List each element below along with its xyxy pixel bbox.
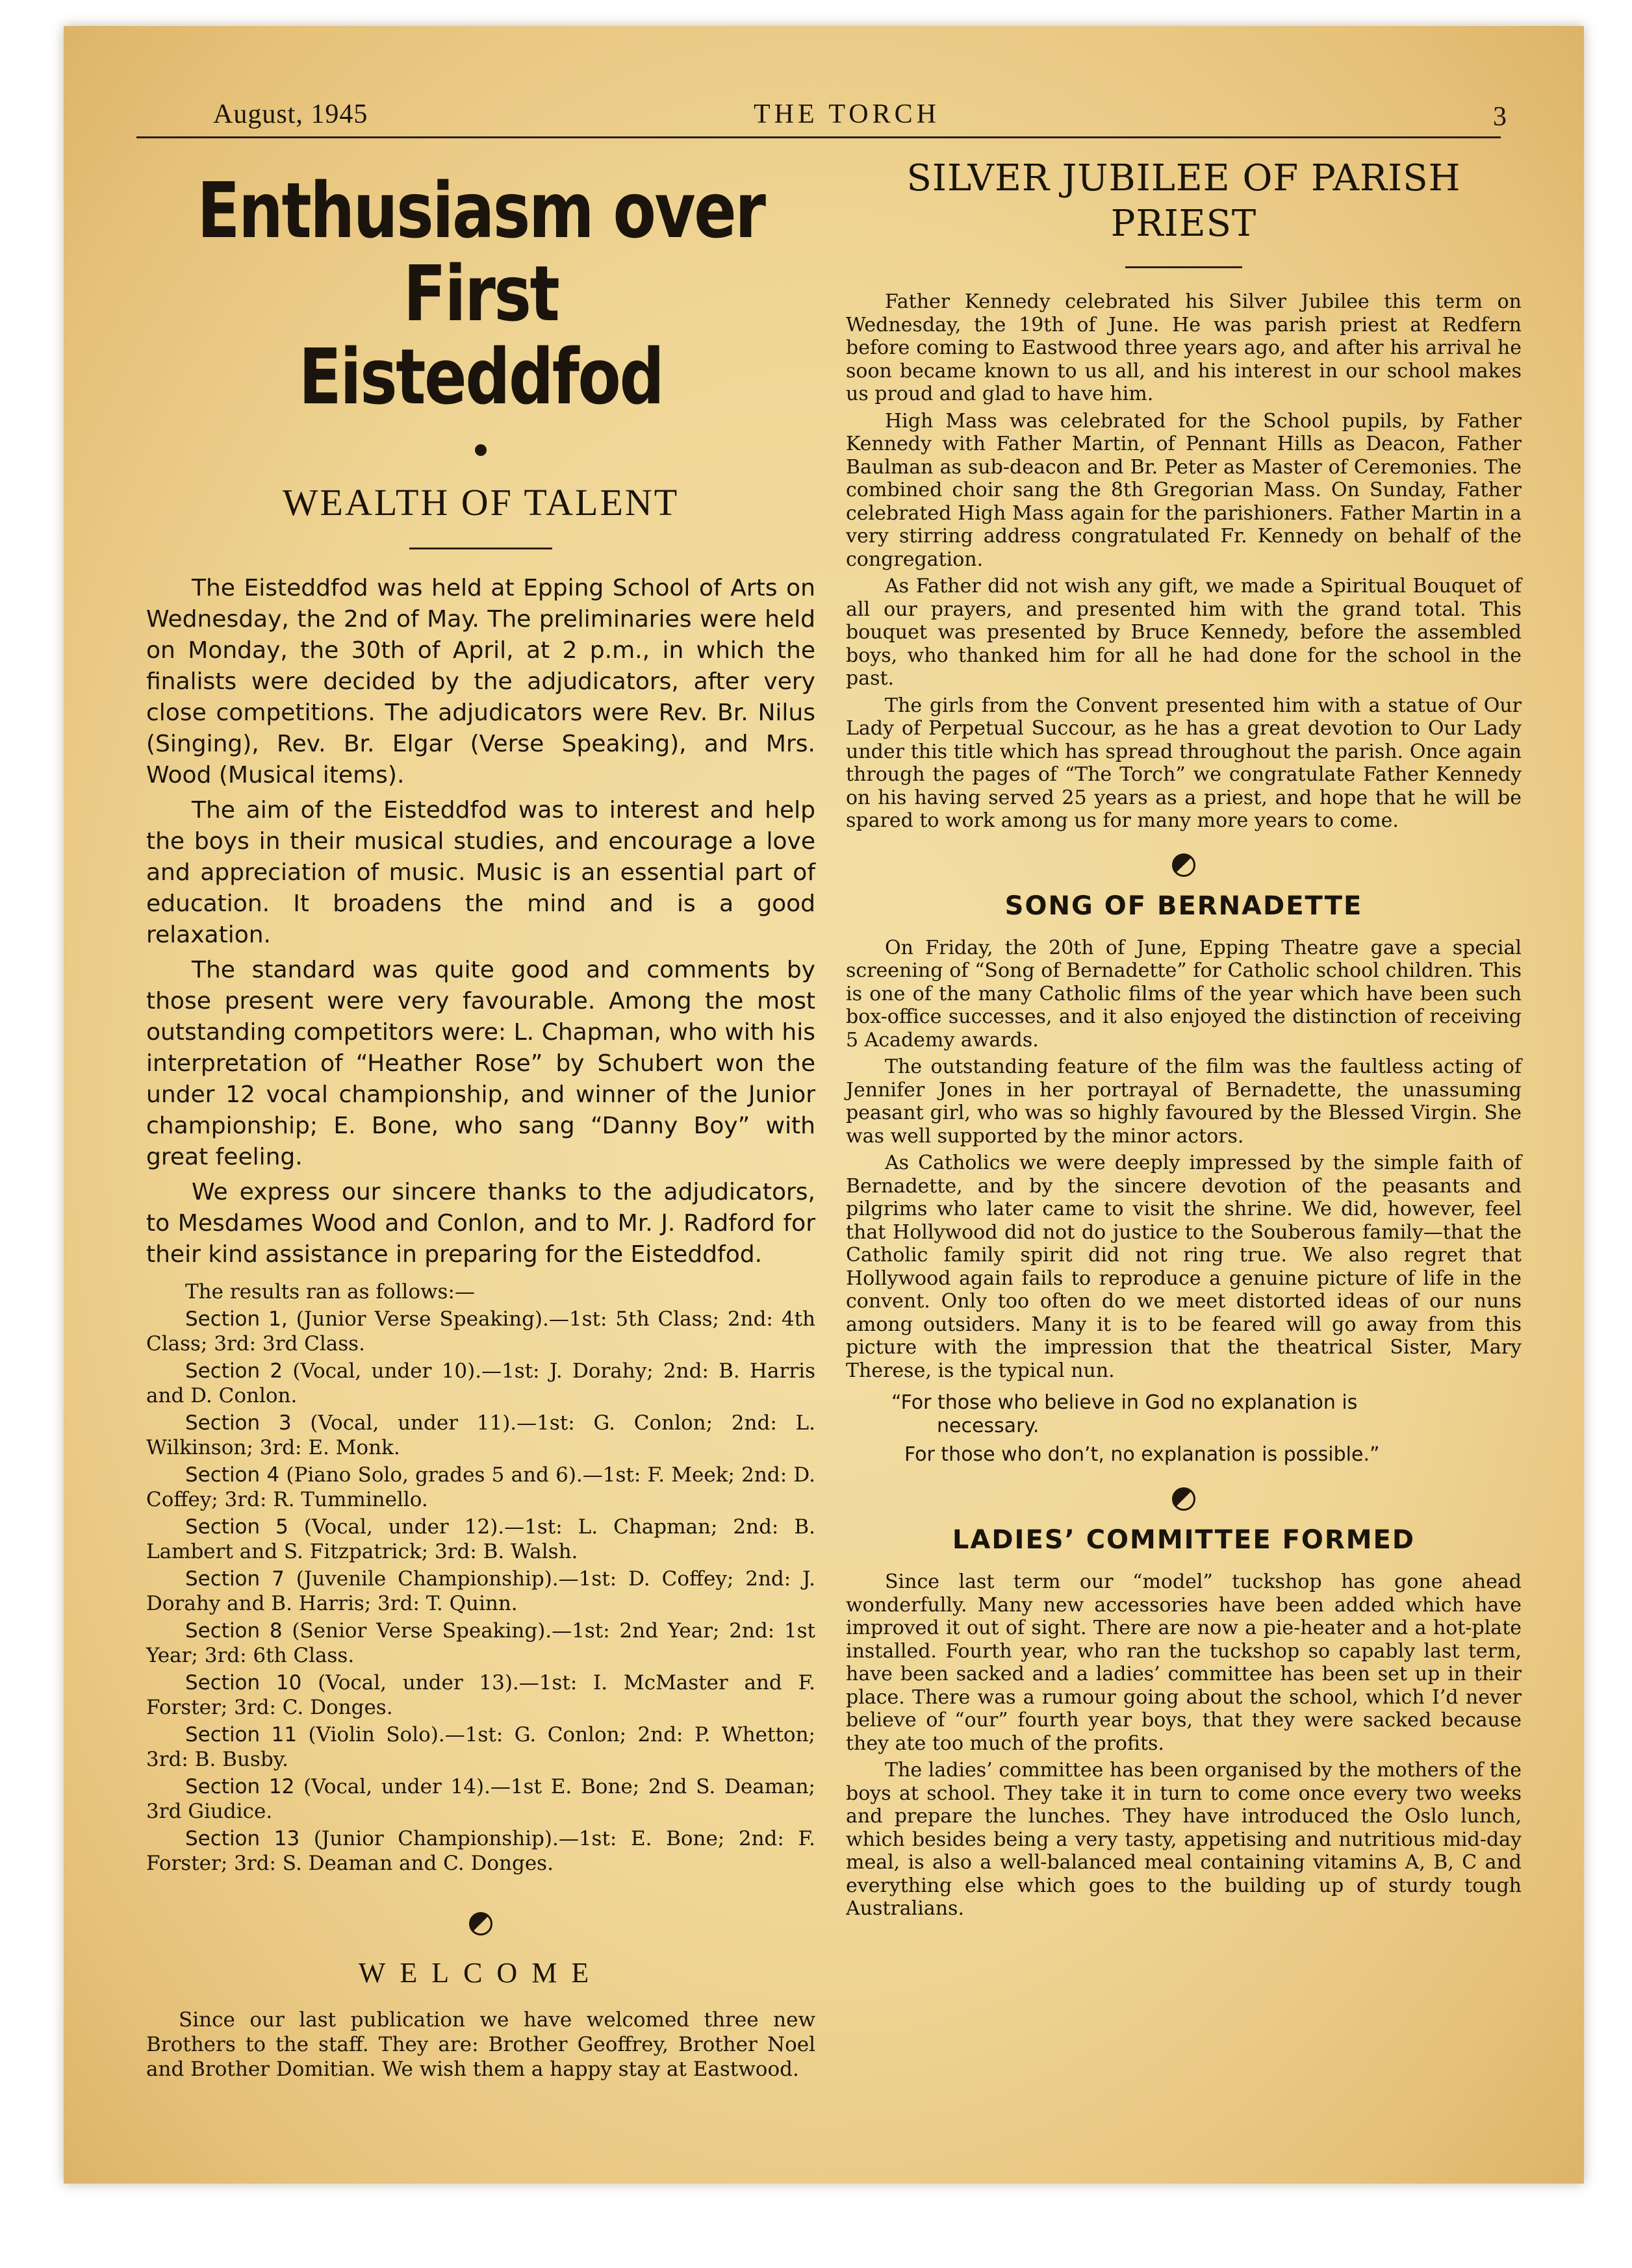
result-text: (Vocal, under 12).—1st: L. Chapman; 2nd: B. Lambert and S. Fitzpatrick; 3rd: B. Walsh. bbox=[146, 1515, 815, 1563]
result-text: (Senior Verse Speaking).—1st: 2nd Year; 2nd: 1st Year; 3rd: 6th Class. bbox=[146, 1619, 815, 1667]
result-section-label: Section 10 bbox=[185, 1671, 302, 1695]
article-paragraph: As Father did not wish any gift, we made a Spiritual Bouquet of all our prayers, and presented him with the grand total. This bouquet was presented by Bruce Kennedy, before the assembled boys, who thanked him for all he had done for the school in the past. bbox=[846, 575, 1522, 690]
result-item bbox=[146, 1411, 815, 1460]
result-text: (Junior Championship).—1st: E. Bone; 2nd: F. Forster; 3rd: S. Deaman and C. Donges. bbox=[146, 1827, 815, 1875]
result-item bbox=[146, 1307, 815, 1356]
result-section-label: Section 2 bbox=[185, 1359, 283, 1383]
jubilee-heading: SILVER JUBILEE OF PARISH PRIEST bbox=[906, 157, 1461, 245]
eisteddfod-subhead: WEALTH OF TALENT bbox=[282, 481, 680, 523]
result-text: (Vocal, under 10).—1st: J. Dorahy; 2nd: B. Harris and D. Conlon. bbox=[146, 1359, 815, 1407]
welcome-paragraph: Since our last publication we have welcomed three new Brothers to the staff. They are: Brother Geoffrey, Brother Noel and Brother Domitian. We wish them a happy stay at Eastwood. bbox=[146, 2008, 815, 2081]
page-number: 3 bbox=[1493, 102, 1507, 132]
result-item bbox=[146, 1670, 815, 1720]
result-text: (Vocal, under 11).—1st: G. Conlon; 2nd: L. Wilkinson; 3rd: E. Monk. bbox=[146, 1411, 815, 1459]
ladies-committee-heading: LADIES’ COMMITTEE FORMED bbox=[952, 1525, 1416, 1555]
result-text: (Vocal, under 13).—1st: I. McMaster and F. Forster; 3rd: C. Donges. bbox=[146, 1671, 815, 1719]
article-paragraph: The Eisteddfod was held at Epping School of Arts on Wednesday, the 2nd of May. The preliminaries were held on Monday, the 30th of April, at 2 p.m., in which the finalists were decided by the adjudicators, after very close competitions. The adjudicators were Rev. Br. Nilus (Singing), Rev. Br. Elgar (Verse Speaking), and Mrs. Wood (Musical items). bbox=[146, 575, 815, 788]
results-list bbox=[146, 1307, 815, 1876]
result-item bbox=[146, 1826, 815, 1876]
quote-line: “For those who believe in God no explanation is bbox=[891, 1391, 1358, 1414]
result-item bbox=[146, 1567, 815, 1616]
quote-line: necessary. bbox=[937, 1415, 1039, 1437]
right-column bbox=[846, 156, 1522, 1921]
article-paragraph: The outstanding feature of the film was the faultless acting of Jennifer Jones in her portrayal of Bernadette, the unassuming peasant girl, who was so highly favoured by the Blessed Virgin. She was well supported by the minor actors. bbox=[846, 1055, 1522, 1148]
yin-yang-ornament-icon bbox=[469, 1912, 492, 1935]
result-item bbox=[146, 1359, 815, 1408]
left-column bbox=[146, 156, 815, 2082]
result-text: (Juvenile Championship).—1st: D. Coffey; 2nd: J. Dorahy and B. Harris; 3rd: T. Quinn. bbox=[146, 1567, 815, 1615]
result-section-label: Section 13 bbox=[185, 1827, 300, 1850]
headline-line-2: Eisteddfod bbox=[298, 332, 663, 422]
result-item bbox=[146, 1463, 815, 1512]
masthead-title: THE TORCH bbox=[754, 99, 940, 129]
page-header bbox=[130, 99, 1507, 132]
result-text: (Vocal, under 14).—1st E. Bone; 2nd S. Deaman; 3rd Giudice. bbox=[146, 1775, 815, 1823]
headline-line-1: Enthusiasm over First bbox=[197, 166, 765, 338]
yin-yang-ornament-icon bbox=[1172, 1487, 1195, 1511]
article-paragraph: The ladies’ committee has been organised by the mothers of the boys at school. They take it in turn to come once every two weeks and prepare the lunches. They have introduced the Oslo lunch, which besides being a very tasty, appetising and nutritious mid-day meal, is also a well-balanced meal containing vitamins A, B, C and everything else which goes to the building up of sturdy tough Australians. bbox=[846, 1759, 1522, 1920]
section-rule bbox=[409, 548, 552, 549]
result-text: (Junior Verse Speaking).—1st: 5th Class; 2nd: 4th Class; 3rd: 3rd Class. bbox=[146, 1307, 815, 1355]
result-item bbox=[146, 1722, 815, 1772]
result-item bbox=[146, 1774, 815, 1824]
result-section-label: Section 12 bbox=[185, 1775, 295, 1798]
article-paragraph: The aim of the Eisteddfod was to interest and help the boys in their musical studies, and encourage a love and appreciation of music. Music is an essential part of education. It broadens the mind and is a good relaxation. bbox=[146, 797, 815, 948]
result-section-label: Section 5 bbox=[185, 1515, 288, 1539]
result-section-label: Section 7 bbox=[185, 1567, 285, 1591]
article-paragraph: Father Kennedy celebrated his Silver Jubilee this term on Wednesday, the 19th of June. He was parish priest at Redfern before coming to Eastwood three years ago, and after his arrival he soon became known to us all, and his interest in our school makes us proud and glad to have him. bbox=[846, 290, 1522, 405]
welcome-heading: WELCOME bbox=[358, 1957, 604, 1989]
article-paragraph: The girls from the Convent presented him with a statue of Our Lady of Perpetual Succour, as he has a great devotion to Our Lady under this title which has spread throughout the parish. Once again through the pages of “The Torch” we congratulate Father Kennedy on his having served 25 years as a priest, and hope that he will be spared to work among us for many more years to come. bbox=[846, 694, 1522, 832]
result-section-label: Section 3 bbox=[185, 1411, 292, 1435]
article-paragraph: Since last term our “model” tuckshop has gone ahead wonderfully. Many new accessories have been added which have improved it out of sight. There are now a pie-heater and a hot-plate installed. Fourth year, who ran the tuckshop so capably last term, have been sacked and a ladies’ committee has been set up in their place. There was a rumour going about the school, which I’d never believe of “our” fourth year boys, that they were sacked because they ate too much of the profits. bbox=[846, 1570, 1522, 1755]
result-section-label: Section 1, bbox=[185, 1307, 288, 1331]
article-paragraph: We express our sincere thanks to the adjudicators, to Mesdames Wood and Conlon, and to Mr. J. Radford for their kind assistance in preparing for the Eisteddfod. bbox=[146, 1179, 815, 1268]
result-section-label: Section 4 bbox=[185, 1463, 280, 1487]
result-text: (Violin Solo).—1st: G. Conlon; 2nd: P. Whetton; 3rd: B. Busby. bbox=[146, 1723, 815, 1771]
result-section-label: Section 8 bbox=[185, 1619, 283, 1643]
section-rule bbox=[1125, 266, 1242, 268]
article-paragraph: High Mass was celebrated for the School pupils, by Father Kennedy with Father Martin, of Pennant Hills as Deacon, Father Baulman as sub-deacon and Br. Peter as Master of Ceremonies. The combined choir sang the 8th Gregorian Mass. On Sunday, Father celebrated High Mass again for the parishioners. Father Martin in a very stirring address congratulated Fr. Kennedy on behalf of the congregation. bbox=[846, 409, 1522, 571]
pull-quote bbox=[846, 1391, 1522, 1467]
yin-yang-ornament-icon bbox=[1172, 853, 1195, 877]
results-intro: The results ran as follows:— bbox=[185, 1280, 475, 1304]
eisteddfod-headline bbox=[153, 166, 809, 422]
header-rule bbox=[136, 136, 1501, 138]
issue-date: August, 1945 bbox=[213, 99, 368, 129]
result-text: (Piano Solo, grades 5 and 6).—1st: F. Meek; 2nd: D. Coffey; 3rd: R. Tumminello. bbox=[146, 1463, 815, 1511]
bernadette-heading: SONG OF BERNADETTE bbox=[1004, 890, 1363, 921]
bullet-ornament bbox=[475, 444, 487, 456]
quote-line: For those who don’t, no explanation is possible.” bbox=[904, 1443, 1380, 1466]
result-item bbox=[146, 1515, 815, 1564]
result-item bbox=[146, 1619, 815, 1668]
article-paragraph: The standard was quite good and comments by those present were very favourable. Among the most outstanding competitors were: L. Chapman, who with his interpretation of “Heather Rose” by Schubert won the under 12 vocal championship, and winner of the Junior championship; E. Bone, who sang “Danny Boy” with great feeling. bbox=[146, 957, 815, 1170]
result-section-label: Section 11 bbox=[185, 1723, 298, 1746]
article-paragraph: As Catholics we were deeply impressed by the simple faith of Bernadette, and by the sincere devotion of the peasants and pilgrims who later came to visit the shrine. We did, however, feel that Hollywood did not do justice to the Souberous family—that the Catholic family spirit did not ring true. We also regret that Hollywood again fails to reproduce a genuine picture of life in the convent. Only too often do we meet distorted ideas of our nuns among outsiders. Many it is to be feared will go away from this picture with the impression that the theatrical Sister, Mary Therese, is the typical nun. bbox=[846, 1152, 1522, 1382]
article-paragraph: On Friday, the 20th of June, Epping Theatre gave a special screening of “Song of Bernadette” for Catholic school children. This is one of the many Catholic films of the year which have been such box-office successes, and it also enjoyed the distinction of receiving 5 Academy awards. bbox=[846, 936, 1522, 1052]
